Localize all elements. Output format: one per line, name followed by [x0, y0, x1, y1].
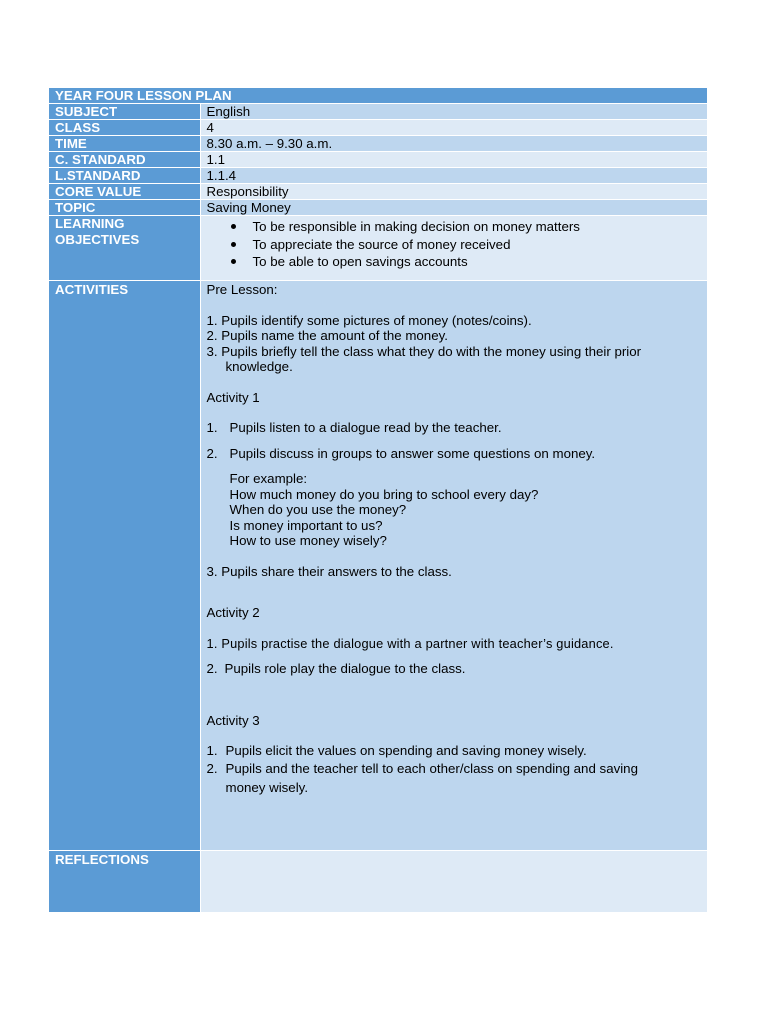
example-question: How much money do you bring to school every day?: [229, 486, 539, 502]
activity1-item: [207, 420, 702, 436]
class-row: [49, 120, 707, 136]
topic-label: TOPIC: [49, 200, 200, 216]
lesson-plan-table: [49, 87, 707, 913]
objectives-label: [49, 216, 200, 281]
objectives-value: [200, 216, 707, 281]
activity2-item-text: Pupils role play the dialogue to the class.: [224, 661, 466, 676]
activity3-item: [207, 743, 702, 759]
title-row: [49, 88, 707, 104]
objective-item: To be able to open savings accounts: [253, 253, 702, 271]
activity1-heading: Activity 1: [206, 389, 260, 405]
subject-value: English: [200, 104, 707, 120]
activity3-item-text: Pupils elicit the values on spending and saving money wisely.: [225, 743, 587, 758]
activity2-item-number: 2.: [206, 661, 218, 676]
subject-label: SUBJECT: [49, 104, 200, 120]
activity2-item: 1. Pupils practise the dialogue with a partner with teacher’s guidance.: [206, 635, 614, 651]
pre-lesson-item: 3. Pupils briefly tell the class what they do with the money using their prior knowledge.: [206, 343, 642, 374]
activity3-item: [207, 759, 702, 797]
objective-item: To be responsible in making decision on money matters: [253, 218, 702, 236]
objective-item: To appreciate the source of money received: [253, 236, 702, 254]
activity3-heading: Activity 3: [206, 712, 260, 728]
reflections-value: [200, 851, 707, 913]
reflections-label: REFLECTIONS: [49, 851, 200, 913]
pre-lesson-heading: Pre Lesson:: [206, 282, 278, 297]
topic-value: Saving Money: [200, 200, 707, 216]
time-value: 8.30 a.m. – 9.30 a.m.: [200, 136, 707, 152]
activity1-item-number: 1.: [206, 420, 218, 435]
example-heading: For example:: [229, 471, 308, 486]
l-standard-value: 1.1.4: [200, 168, 707, 184]
objectives-list: [207, 218, 702, 271]
activity3-item-number: 2.: [206, 760, 218, 776]
activity3-item-text: Pupils and the teacher tell to each other/class on spending and saving money wisely.: [225, 760, 638, 795]
reflections-row: [49, 851, 707, 913]
l-standard-row: [49, 168, 707, 184]
activity2-heading: Activity 2: [206, 605, 260, 620]
activity1-item: 3. Pupils share their answers to the class.: [206, 563, 452, 579]
example-question: Is money important to us?: [229, 517, 383, 533]
l-standard-label: L.STANDARD: [49, 168, 200, 184]
activity3-item-number: 1.: [206, 743, 218, 758]
c-standard-label: C. STANDARD: [49, 152, 200, 168]
topic-row: [49, 200, 707, 216]
example-question: How to use money wisely?: [229, 533, 387, 548]
time-label: TIME: [49, 136, 200, 152]
activities-value: [200, 281, 707, 851]
core-value-label: CORE VALUE: [49, 184, 200, 200]
c-standard-row: [49, 152, 707, 168]
activities-label: ACTIVITIES: [49, 281, 200, 851]
subject-row: [49, 104, 707, 120]
core-value-row: [49, 184, 707, 200]
activity1-item: [207, 446, 702, 462]
activity1-item-text: Pupils listen to a dialogue read by the teacher.: [229, 420, 502, 435]
pre-lesson-item: 1. Pupils identify some pictures of money (notes/coins).: [206, 312, 532, 328]
c-standard-value: 1.1: [200, 152, 707, 168]
activity1-item-text: Pupils discuss in groups to answer some questions on money.: [229, 445, 596, 461]
core-value-value: Responsibility: [200, 184, 707, 200]
class-label: CLASS: [49, 120, 200, 136]
example-question: When do you use the money?: [229, 502, 407, 517]
pre-lesson-item: 2. Pupils name the amount of the money.: [206, 328, 448, 343]
objectives-row: [49, 216, 707, 281]
activity2-item: [207, 661, 702, 677]
objectives-label-line2: OBJECTIVES: [55, 232, 140, 247]
objectives-label-line1: LEARNING: [55, 216, 125, 231]
activity1-item-number: 2.: [206, 445, 218, 461]
class-value: 4: [200, 120, 707, 136]
plan-title: YEAR FOUR LESSON PLAN: [49, 88, 707, 104]
activities-row: [49, 281, 707, 851]
time-row: [49, 136, 707, 152]
